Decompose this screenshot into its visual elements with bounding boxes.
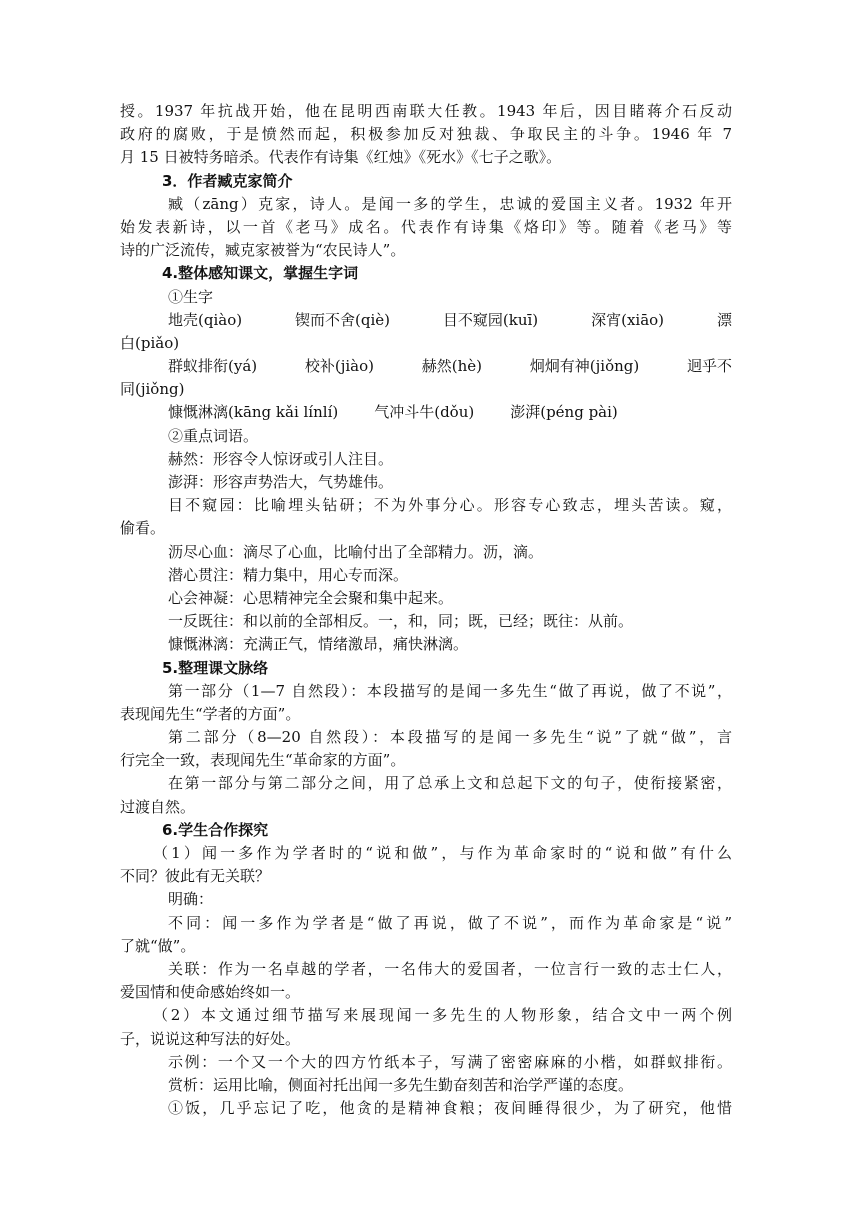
text-line: 目不窥园：比喻埋头钻研；不为外事分心。形容专心致志，埋头苦读。窥， bbox=[168, 496, 732, 515]
vocab-item: 锲而不舍(qiè) bbox=[295, 310, 390, 329]
vocab-item: 深宵(xiāo) bbox=[591, 310, 665, 329]
text-line: 始发表新诗，以一首《老马》成名。代表作有诗集《烙印》等。随着《老马》等 bbox=[120, 217, 732, 236]
text-line: 第一部分（1—7 自然段）：本段描写的是闻一多先生“做了再说，做了不说”， bbox=[168, 681, 732, 700]
vocab-row bbox=[120, 309, 732, 332]
text-line: 赏析：运用比喻，侧面衬托出闻一多先生勤奋刻苦和治学严谨的态度。 bbox=[168, 1075, 634, 1094]
section-heading: 4.整体感知课文，掌握生字词 bbox=[162, 264, 359, 283]
text-line: 月 15 日被特务暗杀。代表作有诗集《红烛》《死水》《七子之歌》。 bbox=[120, 148, 562, 167]
text-line: 一反既往：和以前的全部相反。一，和，同；既，已经；既往：从前。 bbox=[168, 612, 634, 631]
text-line: 政府的腐败，于是愤然而起，积极参加反对独裁、争取民主的斗争。1946 年 7 bbox=[120, 125, 732, 144]
text-line: ②重点词语。 bbox=[168, 426, 259, 445]
text-line: ①生字 bbox=[168, 287, 214, 306]
vocab-item: 校补(jiào) bbox=[304, 357, 375, 376]
vocab-item: 炯炯有神(jiǒng) bbox=[529, 357, 640, 376]
text-line: 子，说说这种写法的好处。 bbox=[120, 1029, 301, 1048]
text-line: 明确： bbox=[168, 890, 214, 909]
vocab-item: 群蚁排衔(yá) bbox=[168, 357, 258, 376]
text-line: 了就“做”。 bbox=[120, 936, 196, 955]
text-line: 心会神凝：心思精神完全会聚和集中起来。 bbox=[168, 588, 454, 607]
text-line: 不同：闻一多作为学者是“做了再说，做了不说”，而作为革命家是“说” bbox=[168, 913, 732, 932]
vocab-item: 迥乎不 bbox=[686, 357, 732, 376]
text-line: 澎湃：形容声势浩大，气势雄伟。 bbox=[168, 473, 394, 491]
text-line: 第二部分（8—20 自然段）：本段描写的是闻一多先生“说”了就“做”，言 bbox=[168, 728, 732, 747]
vocab-row bbox=[120, 401, 732, 424]
text-line: 臧（zāng）克家，诗人。是闻一多的学生，忠诚的爱国主义者。1932 年开 bbox=[168, 194, 732, 213]
text-line: （1）闻一多作为学者时的“说和做”，与作为革命家时的“说和做”有什么 bbox=[153, 844, 732, 862]
text-line: 爱国情和使命感始终如一。 bbox=[120, 983, 301, 1002]
vocab-item: 赫然(hè) bbox=[421, 357, 483, 376]
text-line: 同(jiǒng) bbox=[120, 380, 185, 399]
vocab-item: 气冲斗牛(dǒu) bbox=[374, 403, 475, 422]
vocab-item: 漂 bbox=[716, 310, 732, 329]
text-line: 沥尽心血：滴尽了心血，比喻付出了全部精力。沥，滴。 bbox=[168, 542, 544, 561]
section-heading: 3．作者臧克家简介 bbox=[162, 171, 293, 190]
text-line: 过渡自然。 bbox=[120, 797, 196, 816]
text-line: 授。1937 年抗战开始，他在昆明西南联大任教。1943 年后，因目睹蒋介石反动 bbox=[120, 102, 732, 120]
text-line: 潜心贯注：精力集中，用心专而深。 bbox=[168, 565, 409, 584]
text-line: 关联：作为一名卓越的学者，一名伟大的爱国者，一位言行一致的志士仁人， bbox=[168, 959, 732, 978]
text-line: 在第一部分与第二部分之间，用了总承上文和总起下文的句子，使衔接紧密， bbox=[168, 774, 732, 793]
text-line: 示例：一个又一个大的四方竹纸本子，写满了密密麻麻的小楷，如群蚁排衔。 bbox=[168, 1052, 732, 1071]
vocab-item: 澎湃(péng pài) bbox=[510, 403, 618, 422]
vocab-row bbox=[120, 355, 732, 378]
document-body bbox=[120, 100, 732, 1120]
text-line: ①饭，几乎忘记了吃，他贪的是精神食粮；夜间睡得很少，为了研究，他惜 bbox=[168, 1099, 732, 1118]
text-line: 慷慨淋漓：充满正气，情绪激昂，痛快淋漓。 bbox=[168, 635, 469, 654]
vocab-item: 慷慨淋漓(kāng kǎi línlí) bbox=[168, 403, 339, 422]
text-line: 赫然：形容令人惊讶或引人注目。 bbox=[168, 449, 394, 468]
text-line: 行完全一致，表现闻先生“革命家的方面”。 bbox=[120, 751, 406, 770]
text-line: 诗的广泛流传，臧克家被誉为“农民诗人”。 bbox=[120, 241, 406, 260]
text-line: （2）本文通过细节描写来展现闻一多先生的人物形象，结合文中一两个例 bbox=[153, 1006, 732, 1025]
text-line: 白(piǎo) bbox=[120, 333, 180, 352]
text-line: 偷看。 bbox=[120, 519, 166, 538]
text-line: 表现闻先生“学者的方面”。 bbox=[120, 704, 301, 723]
text-line: 不同？彼此有无关联？ bbox=[120, 867, 271, 886]
vocab-item: 地壳(qiào) bbox=[168, 310, 243, 329]
section-heading: 5.整理课文脉络 bbox=[162, 658, 269, 677]
vocab-item: 目不窥园(kuī) bbox=[442, 310, 539, 329]
section-heading: 6.学生合作探究 bbox=[162, 820, 269, 839]
